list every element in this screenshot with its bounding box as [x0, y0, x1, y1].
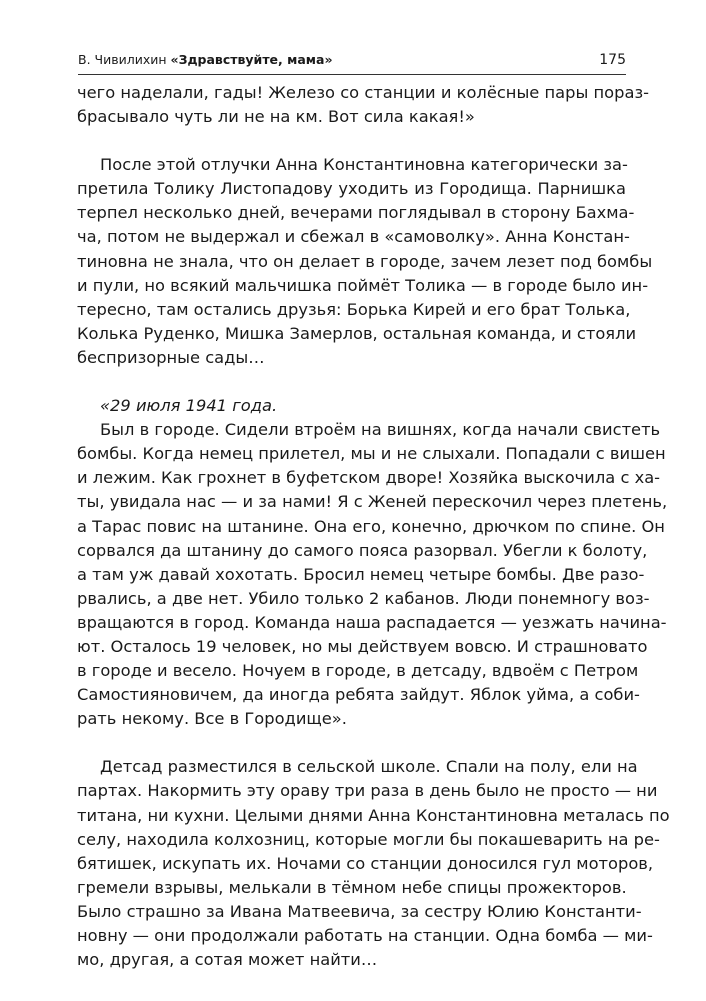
- book-title: «Здравствуйте, мама»: [170, 52, 333, 67]
- text-line: ют. Осталось 19 человек, но мы действуем вовсю. И страшновато: [77, 636, 648, 656]
- text-line: ча, потом не выдержал и сбежал в «самоволку». Анна Констан-: [77, 227, 630, 247]
- text-line: тиновна не знала, что он делает в городе, зачем лезет под бомбы: [77, 251, 653, 271]
- text-line: а Тарас повис на штанине. Она его, конечно, дрючком по спине. Он: [77, 516, 665, 536]
- text-line: рвались, а две нет. Убило только 2 кабанов. Люди понемногу воз-: [77, 588, 650, 608]
- paragraph: [77, 153, 653, 370]
- text-line: титана, ни кухни. Целыми днями Анна Константиновна металась по: [77, 805, 670, 825]
- text-line: ты, увидала нас — и за нами! Я с Женей перескочил через плетень,: [77, 492, 668, 512]
- running-header-author: [78, 52, 333, 68]
- text-line: терпел несколько дней, вечерами поглядывал в сторону Бахма-: [77, 203, 635, 223]
- paragraph-continuation: [77, 81, 649, 129]
- page-number: 175: [599, 52, 626, 68]
- text-line: вращаются в город. Команда наша распадается — уезжать начина-: [77, 612, 667, 632]
- text-body: [77, 81, 670, 972]
- text-line: чего наделали, гады! Железо со станции и колёсные пары пораз-: [77, 83, 649, 102]
- header-rule: [78, 74, 626, 75]
- diary-entry: [77, 394, 668, 731]
- text-line: Было страшно за Ивана Матвеевича, за сестру Юлию Константи-: [77, 901, 642, 921]
- text-line: бомбы. Когда немец прилетел, мы и не слыхали. Попадали с вишен: [77, 444, 666, 464]
- text-line: После этой отлучки Анна Константиновна категорически за-: [100, 155, 628, 175]
- text-line: в городе и весело. Ночуем в городе, в детсаду, вдвоём с Петром: [77, 661, 639, 681]
- text-line: Детсад разместился в сельской школе. Спали на полу, ели на: [100, 757, 638, 777]
- text-line: партах. Накормить эту ораву три раза в день было не просто — ни: [77, 781, 658, 801]
- text-line: гремели взрывы, мелькали в тёмном небе спицы прожекторов.: [77, 877, 627, 897]
- author-name: В. Чивилихин: [78, 52, 171, 67]
- text-line: тересно, там остались друзья: Борька Кирей и его брат Толька,: [77, 299, 631, 319]
- running-header: [78, 50, 626, 72]
- text-line: бятишек, искупать их. Ночами со станции доносился гул моторов,: [77, 853, 654, 873]
- text-line: новну — они продолжали работать на станции. Одна бомба — ми-: [77, 926, 653, 945]
- text-line: претила Толику Листопадову уходить из Городища. Парнишка: [77, 179, 626, 199]
- paragraph-gap: [100, 370, 626, 394]
- paragraph-gap: [100, 129, 626, 153]
- paragraph: [77, 755, 670, 972]
- text-line: селу, находила колхозниц, которые могли бы покашеварить на ре-: [77, 829, 660, 849]
- text-line: брасывало чуть ли не на км. Вот сила какая!»: [77, 107, 475, 127]
- text-line: рать некому. Все в Городище».: [77, 709, 347, 729]
- text-line: сорвался да штанину до самого пояса разорвал. Убегли к болоту,: [77, 540, 648, 560]
- paragraph-gap: [100, 731, 626, 755]
- text-line: мо, другая, а сотая может найти…: [77, 950, 378, 970]
- text-line: беспризорные сады…: [77, 347, 265, 367]
- text-line: и пули, но всякий мальчишка поймёт Толика — в городе было ин-: [77, 275, 649, 295]
- text-line: Самостияновичем, да иногда ребята зайдут. Яблок уйма, а соби-: [77, 685, 640, 705]
- text-line: Колька Руденко, Мишка Замерлов, остальная команда, и стояли: [77, 323, 637, 343]
- text-line: и лежим. Как грохнет в буфетском дворе! Хозяйка выскочила с ха-: [77, 468, 661, 488]
- diary-date: «29 июля 1941 года.: [100, 396, 278, 416]
- text-line: Был в городе. Сидели втроём на вишнях, когда начали свистеть: [100, 420, 661, 440]
- text-line: а там уж давай хохотать. Бросил немец четыре бомбы. Две разо-: [77, 564, 645, 584]
